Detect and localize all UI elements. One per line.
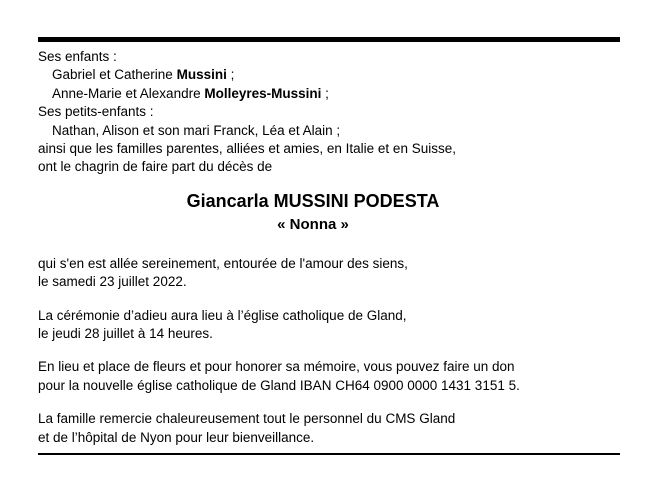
deceased-name: Giancarla MUSSINI PODESTA <box>186 190 440 211</box>
bottom-divider <box>38 453 620 455</box>
notice-line: qui s'en est allée sereinement, entourée de l'amour des siens, <box>38 255 408 271</box>
family-text: ; <box>226 67 235 83</box>
family-line <box>38 103 620 121</box>
notice-paragraph <box>38 307 620 344</box>
deceased-nickname: « Nonna » <box>277 215 349 233</box>
notice-paragraph <box>38 255 620 292</box>
family-text: Anne-Marie et Alexandre <box>52 85 205 101</box>
family-text: Ses petits-enfants : <box>38 104 154 120</box>
family-line <box>38 66 620 84</box>
family-line <box>38 158 620 176</box>
notice-paragraph <box>38 410 620 447</box>
family-text: Gabriel et Catherine <box>52 67 177 83</box>
family-text: Nathan, Alison et son mari Franck, Léa et Alain ; <box>52 122 341 138</box>
notice-paragraphs <box>38 255 620 447</box>
family-text: ; <box>321 85 329 101</box>
notice-line: et de l’hôpital de Nyon pour leur bienveillance. <box>38 429 315 445</box>
family-name-bold: Molleyres-Mussini <box>204 85 322 101</box>
top-divider <box>38 37 620 42</box>
family-line <box>38 122 620 140</box>
notice-line: le jeudi 28 juillet à 14 heures. <box>38 326 213 342</box>
notice-line: En lieu et place de fleurs et pour honorer sa mémoire, vous pouvez faire un don <box>38 359 515 375</box>
family-name-bold: Mussini <box>176 67 227 83</box>
notice-line: le samedi 23 juillet 2022. <box>38 274 187 290</box>
notice-line: La famille remercie chaleureusement tout le personnel du CMS Gland <box>38 411 456 427</box>
notice-paragraph <box>38 358 620 395</box>
notice-line: La cérémonie d’adieu aura lieu à l’église catholique de Gland, <box>38 307 407 323</box>
family-block <box>38 48 620 177</box>
notice-line: pour la nouvelle église catholique de Gland IBAN CH64 0900 0000 1431 3151 5. <box>38 377 520 393</box>
family-text: ainsi que les familles parentes, alliées et amies, en Italie et en Suisse, <box>38 141 456 157</box>
family-line <box>38 140 620 158</box>
death-notice <box>38 37 620 455</box>
family-text: ont le chagrin de faire part du décès de <box>38 159 273 175</box>
family-text: Ses enfants : <box>38 49 117 64</box>
family-line <box>38 85 620 103</box>
family-line <box>38 48 620 66</box>
